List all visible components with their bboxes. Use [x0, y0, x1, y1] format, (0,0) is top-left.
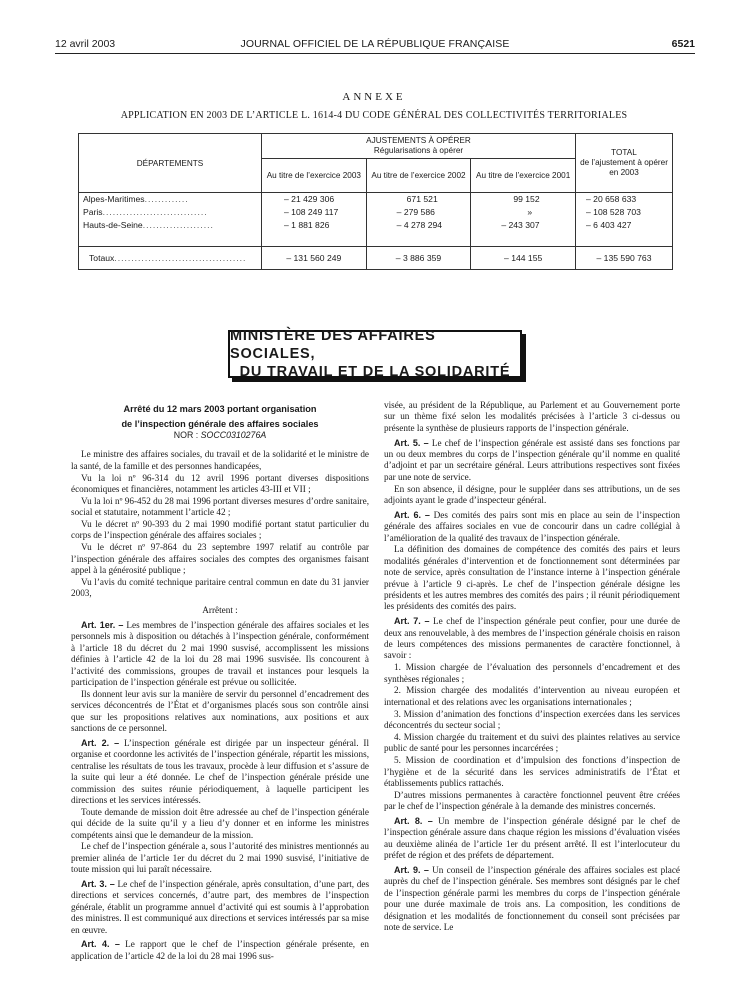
values-2001-cell: [471, 193, 576, 247]
article-paragraph: La définition des domaines de compétence des comités des pairs et leurs modalités générales d’intervention et de fonctionnement sont déterminées par note de service, après consultation de l’instance interne à l’inspection générale prévue à l’article 9 ci-après. Le chef de l’inspection générale désigne les présidents et les autres membres des comités des pairs ; il réunit périodiquement les présidents des comités des pairs.: [384, 544, 680, 612]
nor-label: NOR :: [173, 430, 199, 440]
nor-code: SOCC0310276A: [200, 430, 267, 440]
arretent-heading: Arrêtent :: [202, 604, 238, 615]
visa-paragraph: Vu la loi nº 96-314 du 12 avril 1996 portant diverses dispositions économiques et financières, notamment les articles 43-III et VII ;: [71, 472, 369, 495]
article-label: Art. 9. –: [394, 864, 429, 875]
visa-paragraph: Vu la loi nº 96-452 du 28 mai 1996 portant diverses mesures d’ordre sanitaire, social et statutaire, notamment l’article 42 ;: [71, 495, 369, 518]
article-label: Art. 7. –: [394, 616, 430, 627]
list-item: 3. Mission d’animation des fonctions d’inspection exercées dans les services déconcentrés du secteur social ;: [384, 708, 680, 731]
article-label: Art. 2. –: [81, 737, 120, 748]
article-label: Art. 8. –: [394, 815, 433, 826]
adjustments-table: [78, 133, 673, 270]
totals-label-cell: Totaux.......................................: [79, 247, 262, 270]
col-header-total-title: TOTAL: [611, 148, 637, 157]
visa-paragraph: Vu le décret nº 97-864 du 23 septembre 1997 relatif au contrôle par l’inspection générale des affaires sociales des comptes des organismes faisant appel à la générosité publique ;: [71, 542, 369, 576]
annexe-title: ANNEXE: [342, 91, 406, 103]
article-paragraph: Ils donnent leur avis sur la manière de servir du personnel d’encadrement des services déconcentrés de l’État et d’organismes placés sous son contrôle ainsi que sur les propositions relatives aux nominations, aux positions et aux sanctions de ce personnel.: [71, 688, 369, 734]
table-cell: – 6 403 427: [586, 220, 632, 230]
table-row-label: Alpes-Maritimes.............: [83, 194, 189, 204]
table-header-row: [79, 134, 673, 159]
values-total-cell: [576, 193, 673, 247]
visa-paragraph: Vu l’avis du comité technique paritaire central commun en date du 31 janvier 2003,: [71, 576, 369, 599]
values-2002-cell: [366, 193, 471, 247]
list-item: 4. Mission chargée du traitement et du suivi des plaintes relatives au service public de santé pour les personnes incarcérées ;: [384, 731, 680, 754]
table-cell: – 279 586: [396, 207, 435, 217]
arrete-title-line-1: Arrêté du 12 mars 2003 portant organisation: [123, 404, 317, 414]
article-paragraph: Art. 4. – Le rapport que le chef de l’inspection générale présente, en application de l’article 42 de la loi du 28 mai 1996 sus-: [71, 939, 369, 961]
annexe-subtitle: APPLICATION EN 2003 DE L’ARTICLE L. 1614-4 DU CODE GÉNÉRAL DES COLLECTIVITÉS TERRITORIALES: [120, 110, 628, 121]
total-2002: – 3 886 359: [366, 247, 471, 270]
article-label: Art. 3. –: [81, 878, 115, 889]
ministry-heading-line-2: DU TRAVAIL ET DE LA SOLIDARITÉ: [239, 364, 511, 380]
text-column-left: [71, 400, 369, 963]
table-totals-row: [79, 247, 673, 270]
table-row-label: Paris...............................: [83, 207, 208, 217]
table-cell: – 108 249 117: [284, 207, 339, 217]
header-journal-title: JOURNAL OFFICIEL DE LA RÉPUBLIQUE FRANÇAISE: [240, 38, 510, 50]
article-label: Art. 5. –: [394, 437, 429, 448]
table-row-label: Hauts-de-Seine.....................: [83, 220, 214, 230]
article-paragraph: Le chef de l’inspection générale a, sous l’autorité des ministres mentionnés au premier alinéa de l’article 1er du décret du 2 mai 1990 susvisé, l’initiative de toute mission qui lui paraît nécessaire.: [71, 841, 369, 875]
article-paragraph: Toute demande de mission doit être adressée au chef de l’inspection générale qui décide de la suite qu’il y a lieu d’y donner et en informe les ministres compétents ainsi que le demandeur de la mission.: [71, 806, 369, 840]
total-2001: – 144 155: [471, 247, 576, 270]
table-cell: – 243 307: [501, 220, 540, 230]
total-2003: – 131 560 249: [262, 247, 367, 270]
table-cell: »: [527, 207, 533, 217]
table-body-row: [79, 193, 673, 247]
col-header-2003: Au titre de l’exercice 2003: [262, 159, 367, 193]
table-cell: 99 152: [513, 194, 540, 204]
article-paragraph: Art. 6. – Des comités des pairs sont mis en place au sein de l’inspection générale des affaires sociales en vue de concourir dans un cadre collégial à l’amélioration de la qualité des travaux de l’inspection générale.: [384, 509, 681, 543]
article-paragraph: Art. 3. – Le chef de l’inspection générale, après consultation, d’une part, des directions et services concernés, d’autre part, des membres de l’inspection générale, établit un programme annuel d’activité qui est soumis à l’approbation des ministres. Il est communiqué aux directions et services intéressés par sa mise en œuvre.: [71, 878, 370, 935]
list-item: 1. Mission chargée de l’évaluation des personnels d’encadrement et des synthèses régionales ;: [384, 662, 680, 684]
article-label: Art. 1er. –: [81, 620, 124, 631]
col-header-ajustements: [262, 134, 576, 159]
total-overall: – 135 590 763: [576, 247, 673, 270]
article-paragraph: visée, au président de la République, au Parlement et au Gouvernement porte sur un thème fixé selon les modalités précisées à l’article 3 ci-dessus ou présente la synthèse de plusieurs rapports de l’inspection générale.: [384, 400, 680, 433]
col-header-regularisations: Régularisations à opérer: [373, 146, 464, 155]
visa-paragraph: Le ministre des affaires sociales, du travail et de la solidarité et le ministre de la santé, de la famille et des personnes handicapées,: [71, 449, 369, 471]
col-header-2001: Au titre de l’exercice 2001: [471, 159, 576, 193]
col-header-total-desc: de l’ajustement à opérer en 2003: [580, 158, 668, 177]
article-paragraph: Art. 9. – Un conseil de l’inspection générale des affaires sociales est placé auprès du chef de l’inspection générale. Ses membres sont désignés par le chef de l’inspection générale parmi les membres du corps de l’inspection générale pour une durée maximale de trois ans. La composition, les conditions de désignation et les modalités de fonctionnement du conseil sont précisées par note de service. Le: [384, 864, 681, 932]
header-rule: [55, 53, 695, 54]
table-cell: – 108 528 703: [586, 207, 641, 217]
col-header-2002: Au titre de l’exercice 2002: [366, 159, 471, 193]
text-column-right: [384, 400, 680, 934]
article-label: Art. 4. –: [81, 939, 120, 950]
visa-paragraph: Vu le décret nº 90-393 du 2 mai 1990 modifié portant statut particulier du corps de l’inspection générale des affaires sociales ;: [71, 519, 369, 541]
article-paragraph: Art. 7. – Le chef de l’inspection générale peut confier, pour une durée de deux ans renouvelable, à des membres de l’inspection générale choisis en raison de leurs compétences des missions permanentes de caractère fonctionnel, à savoir :: [384, 616, 681, 661]
table-cell: 671 521: [406, 194, 438, 204]
header-page-number: 6521: [671, 38, 695, 50]
department-names-cell: [79, 193, 262, 247]
table-cell: – 21 429 306: [284, 194, 335, 204]
nor-reference: [71, 430, 369, 441]
table-cell: – 4 278 294: [396, 220, 443, 230]
col-header-departements: DÉPARTEMENTS: [79, 134, 262, 193]
article-paragraph: Art. 1er. – Les membres de l’inspection générale des affaires sociales et les personnels mis à disposition ou détachés à l’inspection générale, conformément à l’article 18 du décret du 2 mai 1990 susvisé, accomplissent les missions définies à l’article 42 de la loi du 28 mai 1996 susvisée. Ils concourent à l’activité des commissions, groupes de travail et instances pour lesquels la participation de l’inspection générale est prévue ou sollicitée.: [71, 620, 369, 688]
list-item: 5. Mission de coordination et d’impulsion des fonctions d’inspection de l’hygiène et de la sécurité dans les services administratifs de l’État et établissements publics rattachés.: [384, 755, 680, 788]
table-cell: – 20 658 633: [586, 194, 637, 204]
article-paragraph: Art. 8. – Un membre de l’inspection générale désigné par le chef de l’inspection générale assure dans chaque région les missions d’évaluation visées au deuxième alinéa de l’article 1er du présent arrêté. Il est l’interlocuteur du préfet de région et des préfets de département.: [384, 815, 680, 861]
article-label: Art. 6. –: [394, 509, 430, 520]
running-header: [55, 38, 695, 52]
totals-label: Totaux: [89, 253, 115, 263]
col-header-ajustements-title: AJUSTEMENTS À OPÉRER: [366, 136, 471, 145]
col-header-total: [576, 134, 673, 193]
list-item: 2. Mission chargée des modalités d’intervention au niveau européen et international et des relations avec les organisations internationales ;: [384, 685, 680, 707]
article-paragraph: En son absence, il désigne, pour le suppléer dans ses attributions, un de ses adjoints ayant le grade d’inspecteur général.: [384, 483, 680, 506]
ministry-heading-box: [228, 330, 522, 378]
article-paragraph: Art. 2. – L’inspection générale est dirigée par un inspecteur général. Il organise et coordonne les activités de l’inspection générale, répartit les missions, centralise les résultats de tous les travaux, procède à leur diffusion et s’assure de la suite qui leur a été donnée. Le chef de l’inspection générale préside une commission des suites réunie périodiquement, à laquelle participent les directions et les services intéressés.: [71, 737, 370, 805]
header-date: 12 avril 2003: [55, 38, 116, 50]
article-paragraph: D’autres missions permanentes à caractère fonctionnel peuvent être créées par le chef de l’inspection générale à la demande des ministres concernés.: [384, 789, 680, 812]
table-cell: – 1 881 826: [284, 220, 330, 230]
arrete-title-line-2: de l’inspection générale des affaires sociales: [121, 419, 319, 429]
ministry-heading-line-1: MINISTÈRE DES AFFAIRES SOCIALES,: [230, 328, 436, 362]
values-2003-cell: [262, 193, 367, 247]
article-paragraph: Art. 5. – Le chef de l’inspection générale est assisté dans ses fonctions par un ou deux membres du corps de l’inspection générale qu’il nomme en qualité d’adjoint et par un secrétaire général. Leurs attributions respectives sont fixées par une note de service.: [384, 437, 680, 482]
